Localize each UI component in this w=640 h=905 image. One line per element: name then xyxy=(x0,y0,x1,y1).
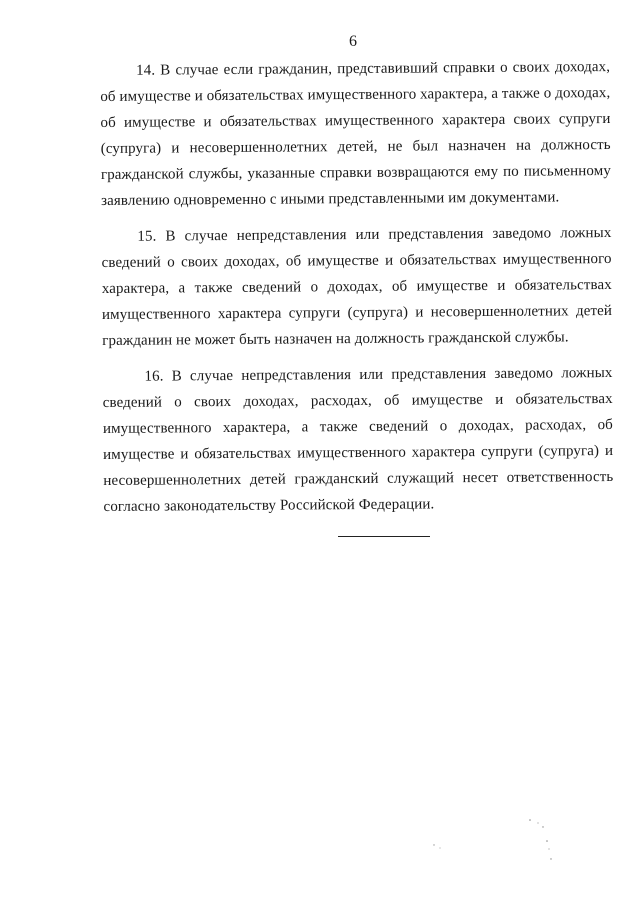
scan-noise xyxy=(420,815,560,875)
page-number: 6 xyxy=(349,33,357,50)
document-body xyxy=(100,54,614,530)
end-of-text-rule xyxy=(338,536,430,537)
paragraph-16: 16. В случае непредставления или представления заведомо ложных сведений о своих доходах, расходах, об имуществе и обязательствах имущественного характера, а также сведений о доходах, расходах, об имуществе и обязательствах имущественного характера супруги (супруга) и несовершеннолетних детей гражданский служащий несет ответственность согласно законодательству Российской Федерации. xyxy=(102,364,614,515)
paragraph-14: 14. В случае если гражданин, представивший справки о своих доходах, об имуществе и обязательствах имущественного характера, а также о доходах, об имуществе и обязательствах имущественного характера своих супруги (супруга) и несовершеннолетних детей, не был назначен на должность гражданской службы, указанные справки возвращаются ему по письменному заявлению одновременно с иными представленными им документами. xyxy=(100,58,611,209)
paragraph-15: 15. В случае непредставления или представления заведомо ложных сведений о своих доходах, об имуществе и обязательствах имущественного характера, а также сведений о доходах, об имуществе и обязательствах имущественного характера супруги (супруга) и несовершеннолетних детей гражданин не может быть назначен на должность гражданской службы. xyxy=(101,224,613,349)
